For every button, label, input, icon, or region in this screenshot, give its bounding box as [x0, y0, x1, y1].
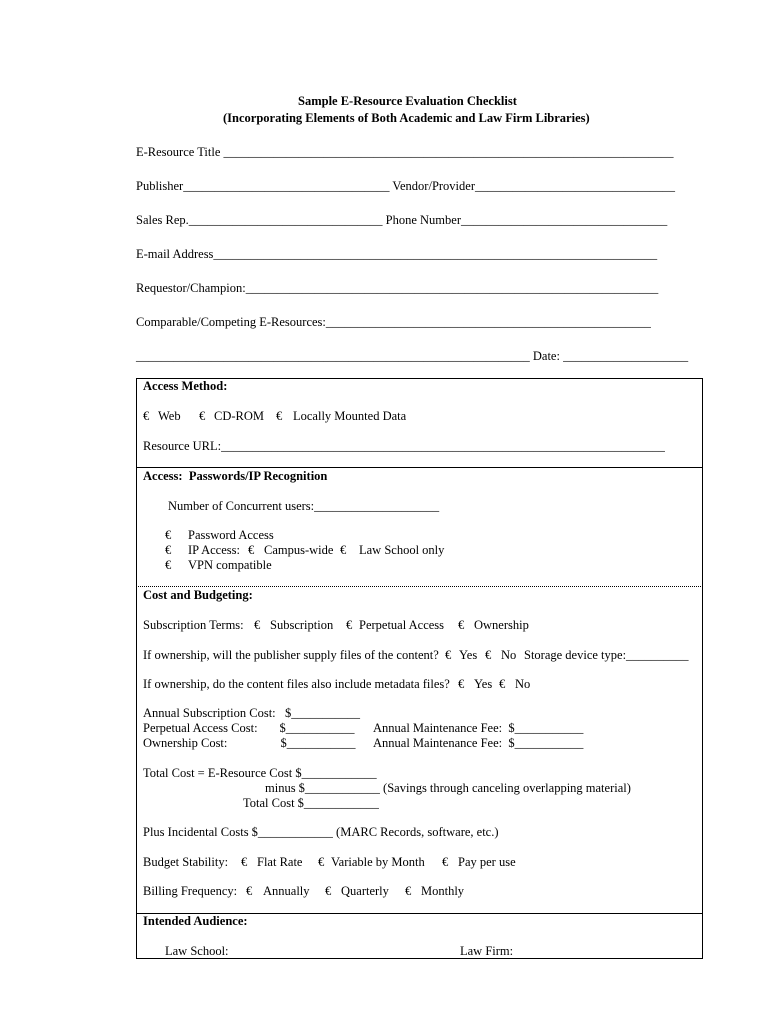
resource-url-field[interactable]: Resource URL:_______________________________________________________________________ [143, 439, 665, 453]
cost-heading: Cost and Budgeting: [143, 588, 253, 602]
checkbox-icon[interactable]: € [318, 855, 325, 869]
checkbox-icon[interactable]: € [485, 648, 492, 662]
billing-frequency-label: Billing Frequency: [143, 884, 238, 898]
annual-maintenance-fee-field[interactable]: Annual Maintenance Fee: $___________ [373, 736, 584, 750]
option-ip-access: IP Access: [188, 543, 240, 557]
option-variable-by-month: Variable by Month [331, 855, 425, 869]
checkbox-icon[interactable]: € [276, 409, 283, 423]
checkbox-icon[interactable]: € [405, 884, 412, 898]
option-locally-mounted: Locally Mounted Data [293, 409, 407, 423]
section-divider [136, 467, 703, 468]
perpetual-access-cost-field[interactable]: Perpetual Access Cost: $___________ [143, 721, 355, 735]
minus-savings-field[interactable]: minus $____________ (Savings through canceling overlapping material) [265, 781, 631, 795]
checkbox-icon[interactable]: € [246, 884, 253, 898]
ownership-files-question: If ownership, will the publisher supply files of the content? [143, 648, 439, 662]
checklist-box [136, 378, 703, 959]
salesrep-phone-field[interactable]: Sales Rep._______________________________ Phone Number_________________________________ [136, 213, 668, 227]
option-no: No [515, 677, 531, 691]
option-annually: Annually [263, 884, 310, 898]
metadata-question: If ownership, do the content files also include metadata files? [143, 677, 450, 691]
option-law-school-only: Law School only [359, 543, 445, 557]
option-quarterly: Quarterly [341, 884, 389, 898]
law-firm-label: Law Firm: [460, 944, 514, 958]
checkbox-icon[interactable]: € [442, 855, 449, 869]
requestor-field[interactable]: Requestor/Champion:__________________________________________________________________ [136, 281, 659, 295]
option-no: No [501, 648, 517, 662]
checkbox-icon[interactable]: € [499, 677, 506, 691]
checkbox-icon[interactable]: € [346, 618, 353, 632]
option-monthly: Monthly [421, 884, 465, 898]
signature-date-field[interactable]: _______________________________________________________________ Date: ____________________ [136, 349, 689, 363]
checkbox-icon[interactable]: € [458, 677, 465, 691]
option-perpetual-access: Perpetual Access [359, 618, 445, 632]
law-school-label: Law School: [165, 944, 229, 958]
option-yes: Yes [459, 648, 478, 662]
checkbox-icon[interactable]: € [199, 409, 206, 423]
checkbox-icon[interactable]: € [254, 618, 261, 632]
option-subscription: Subscription [270, 618, 334, 632]
checkbox-icon[interactable]: € [165, 528, 172, 542]
option-flat-rate: Flat Rate [257, 855, 303, 869]
budget-stability-label: Budget Stability: [143, 855, 229, 869]
checkbox-icon[interactable]: € [325, 884, 332, 898]
option-yes: Yes [474, 677, 493, 691]
checkbox-icon[interactable]: € [340, 543, 347, 557]
option-ownership: Ownership [474, 618, 529, 632]
checkbox-icon[interactable]: € [143, 409, 150, 423]
option-vpn-compatible: VPN compatible [188, 558, 272, 572]
option-web: Web [158, 409, 181, 423]
total-cost-equation[interactable]: Total Cost = E-Resource Cost $____________ [143, 766, 377, 780]
option-password-access: Password Access [188, 528, 274, 542]
email-field[interactable]: E-mail Address_______________________________________________________________________ [136, 247, 658, 261]
comparable-field[interactable]: Comparable/Competing E-Resources:____________________________________________________ [136, 315, 651, 329]
intended-audience-heading: Intended Audience: [143, 914, 248, 928]
access-method-heading: Access Method: [143, 379, 228, 393]
access-passwords-heading: Access: Passwords/IP Recognition [143, 469, 328, 483]
checkbox-icon[interactable]: € [165, 543, 172, 557]
storage-device-field[interactable]: Storage device type:__________ [524, 648, 689, 662]
option-cdrom: CD-ROM [214, 409, 265, 423]
checkbox-icon[interactable]: € [458, 618, 465, 632]
checkbox-icon[interactable]: € [248, 543, 255, 557]
section-divider [136, 586, 703, 587]
ownership-cost-field[interactable]: Ownership Cost: $___________ [143, 736, 356, 750]
incidental-costs-field[interactable]: Plus Incidental Costs $____________ (MARC Records, software, etc.) [143, 825, 499, 839]
annual-subscription-cost-field[interactable]: Annual Subscription Cost: $___________ [143, 706, 361, 720]
subscription-terms-label: Subscription Terms: [143, 618, 244, 632]
eresource-title-field[interactable]: E-Resource Title ________________________________________________________________________ [136, 145, 674, 159]
checkbox-icon[interactable]: € [165, 558, 172, 572]
annual-maintenance-fee-field[interactable]: Annual Maintenance Fee: $___________ [373, 721, 584, 735]
checkbox-icon[interactable]: € [445, 648, 452, 662]
option-pay-per-use: Pay per use [458, 855, 516, 869]
page-title: Sample E-Resource Evaluation Checklist [298, 94, 517, 108]
page-subtitle: (Incorporating Elements of Both Academic and Law Firm Libraries) [223, 111, 590, 125]
checkbox-icon[interactable]: € [241, 855, 248, 869]
concurrent-users-field[interactable]: Number of Concurrent users:____________________ [168, 499, 440, 513]
option-campus-wide: Campus-wide [264, 543, 334, 557]
total-cost-field[interactable]: Total Cost $____________ [243, 796, 379, 810]
publisher-vendor-field[interactable]: Publisher_________________________________ Vendor/Provider________________________________ [136, 179, 675, 193]
